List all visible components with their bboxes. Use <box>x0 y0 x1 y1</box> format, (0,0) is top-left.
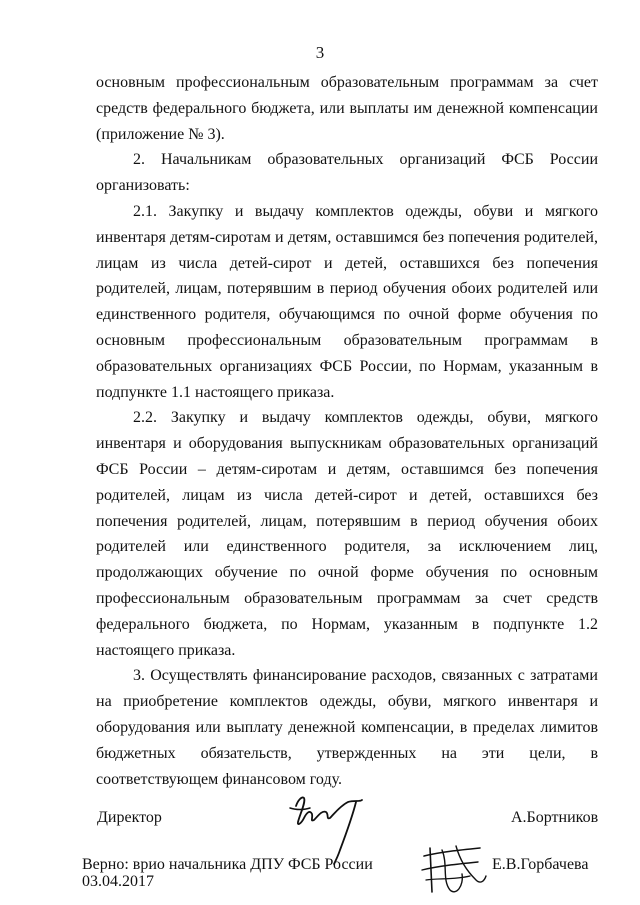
paragraph-item-3: 3. Осуществлять финансирование расходов, связанных с затратами на приобретение комплектов одежды, обуви, мягкого инвентаря и оборудования или выплату денежной компенсации, в пределах лимитов бюджетных обязательств, утвержденных на эти цели, в соответствующем финансовом году. <box>96 667 598 788</box>
paragraph-continuation: основным профессиональным образовательным программам за счет средств федерального бюджета, или выплаты им денежной компенсации (приложение № 3). <box>96 74 598 143</box>
certifier-signature <box>420 840 490 900</box>
director-title: Директор <box>97 809 162 826</box>
document-body <box>96 70 598 792</box>
certification-date: 03.04.2017 <box>82 873 154 890</box>
certification-line: Верно: врио начальника ДПУ ФСБ России <box>82 856 373 873</box>
paragraph-item-2: 2. Начальникам образовательных организаций ФСБ России организовать: <box>96 151 598 195</box>
page-number: 3 <box>315 43 325 62</box>
paragraph-item-2-2: 2.2. Закупку и выдачу комплектов одежды, обуви, мягкого инвентаря и оборудования выпускникам образовательных организаций ФСБ России – детям-сиротам и детям, оставшимся без попечения родителей, лицам из числа детей-сирот и детей, оставшихся без попечения родителей, лицам, потерявшим в период обучения обоих родителей или единственного родителя, за исключением лиц, продолжающих обучение по очной форме обучения по основным профессиональным образовательным программам за счет средств федерального бюджета, по Нормам, указанным в подпункте 1.2 настоящего приказа. <box>96 409 598 659</box>
certifier-name: Е.В.Горбачева <box>492 856 589 873</box>
certification-block <box>82 856 373 890</box>
paragraph-item-2-1: 2.1. Закупку и выдачу комплектов одежды, обуви и мягкого инвентаря детям-сиротам и детям, оставшимся без попечения родителей, лицам из числа детей-сирот и детей, оставшихся без попечения родителей, лицам, потерявшим в период обучения обоих родителей или единственного родителя, обучающимся по очной форме обучения по основным профессиональным образовательным программам в образовательных организациях ФСБ России, по Нормам, указанным в подпункте 1.1 настоящего приказа. <box>96 202 598 401</box>
director-name: А.Бортников <box>511 809 599 826</box>
